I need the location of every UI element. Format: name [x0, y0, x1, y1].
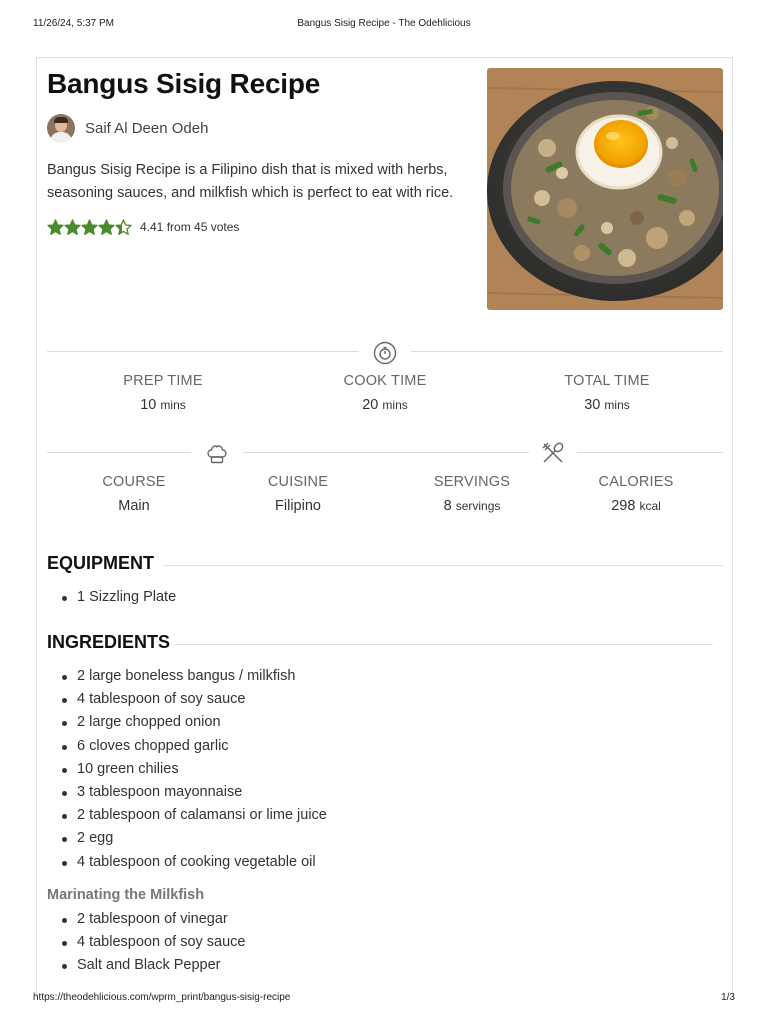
- star-icon: [64, 219, 81, 236]
- meta-value-unit: mins: [382, 398, 408, 412]
- print-url: https://theodehlicious.com/wprm_print/bangus-sisig-recipe: [33, 992, 291, 1003]
- meta-value-unit: mins: [604, 398, 630, 412]
- meta-label: PREP TIME: [123, 373, 203, 389]
- list-item: 1 Sizzling Plate: [47, 586, 176, 609]
- author-name: Saif Al Deen Odeh: [85, 119, 209, 137]
- meta-value: [527, 397, 687, 413]
- meta-value-number: 10: [140, 397, 157, 413]
- ingredients-rule: [175, 644, 713, 645]
- details-divider-2: [243, 452, 529, 453]
- list-item: 10 green chilies: [47, 758, 327, 781]
- recipe-photo: [487, 68, 723, 310]
- rating-stars: [47, 219, 132, 236]
- stopwatch-icon: [373, 341, 397, 365]
- equipment-rule: [163, 565, 723, 566]
- meta-value: [83, 397, 243, 413]
- list-item: 3 tablespoon mayonnaise: [47, 781, 327, 804]
- meta-label: COURSE: [102, 474, 166, 490]
- list-item: 6 cloves chopped garlic: [47, 735, 327, 758]
- meta-value: [392, 498, 552, 514]
- meta-value: [218, 498, 378, 514]
- rating-text: 4.41 from 45 votes: [140, 220, 240, 234]
- list-item: 4 tablespoon of cooking vegetable oil: [47, 851, 327, 874]
- meta-value-number: 20: [362, 397, 379, 413]
- details-divider-1: [47, 452, 191, 453]
- star-icon: [81, 219, 98, 236]
- meta-label: CALORIES: [598, 474, 674, 490]
- star-icon: [47, 219, 64, 236]
- marinating-list: [47, 908, 245, 978]
- meta-value-number: Filipino: [275, 498, 321, 514]
- meta-value-number: Main: [118, 498, 150, 514]
- list-item: Salt and Black Pepper: [47, 954, 245, 977]
- meta-value: [54, 498, 214, 514]
- chef-hat-icon: [204, 441, 230, 467]
- print-footer: [33, 992, 735, 1006]
- recipe-author: [47, 113, 208, 143]
- print-page-title: Bangus Sisig Recipe - The Odehlicious: [297, 18, 471, 29]
- list-item: 2 tablespoon of vinegar: [47, 908, 245, 931]
- marinating-subheading: Marinating the Milkfish: [47, 887, 205, 903]
- meta-label: SERVINGS: [433, 474, 511, 490]
- fork-spoon-icon: [540, 440, 566, 466]
- recipe-title: Bangus Sisig Recipe: [47, 68, 321, 99]
- list-item: 2 tablespoon of calamansi or lime juice: [47, 804, 327, 827]
- author-avatar: [47, 114, 75, 142]
- meta-value-number: 8: [443, 498, 452, 514]
- recipe-rating: [47, 217, 239, 237]
- meta-value-number: 298: [611, 498, 636, 514]
- list-item: 2 large boneless bangus / milkfish: [47, 665, 327, 688]
- meta-value: [556, 498, 716, 514]
- ingredients-title: INGREDIENTS: [47, 632, 171, 652]
- page-number: 1/3: [721, 992, 735, 1003]
- list-item: 2 large chopped onion: [47, 711, 327, 734]
- meta-value-number: 30: [584, 397, 601, 413]
- recipe-summary: Bangus Sisig Recipe is a Filipino dish that is mixed with herbs, seasoning sauces, and milkfish which is perfect to eat with rice.: [47, 162, 454, 201]
- meta-value-unit: kcal: [639, 499, 661, 513]
- times-divider-left: [47, 351, 359, 352]
- meta-label: TOTAL TIME: [564, 373, 650, 389]
- details-divider-3: [577, 452, 723, 453]
- list-item: 4 tablespoon of soy sauce: [47, 688, 327, 711]
- print-header: [33, 18, 735, 32]
- star-icon: [98, 219, 115, 236]
- equipment-title: EQUIPMENT: [47, 553, 155, 573]
- recipe-card: [36, 57, 733, 997]
- meta-value-unit: servings: [455, 499, 501, 513]
- times-divider-right: [411, 351, 723, 352]
- meta-value-unit: mins: [160, 398, 186, 412]
- equipment-list: [47, 586, 176, 609]
- meta-label: COOK TIME: [343, 373, 427, 389]
- list-item: 2 egg: [47, 827, 327, 850]
- meta-value: [305, 397, 465, 413]
- print-date: 11/26/24, 5:37 PM: [33, 18, 114, 29]
- star-icon: [115, 219, 132, 236]
- meta-label: CUISINE: [267, 474, 329, 490]
- ingredients-list: [47, 665, 327, 874]
- list-item: 4 tablespoon of soy sauce: [47, 931, 245, 954]
